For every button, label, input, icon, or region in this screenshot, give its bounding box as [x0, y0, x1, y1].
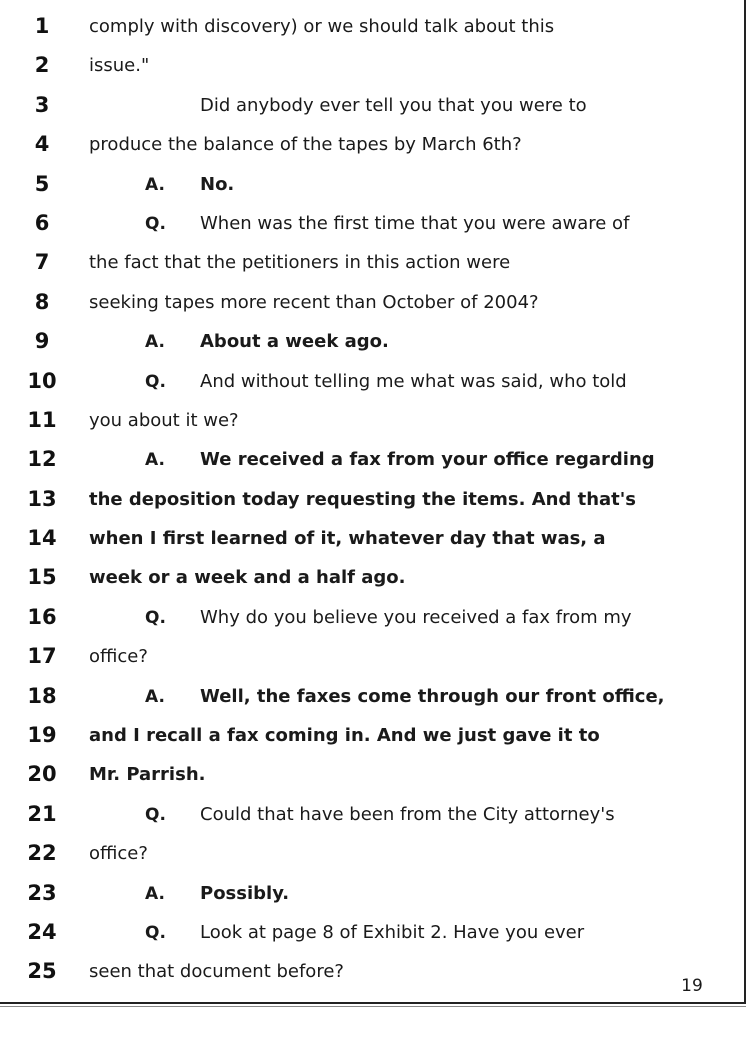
line-number: 23: [27, 880, 57, 905]
transcript-line: [0, 441, 744, 480]
speaker-label: A.: [145, 332, 165, 353]
line-number: 1: [34, 14, 50, 38]
page-border-right: [744, 0, 746, 1004]
line-number: 5: [34, 171, 50, 196]
line-text: Possibly.: [200, 882, 290, 904]
transcript-line: [0, 835, 744, 874]
transcript-line: [0, 87, 744, 126]
line-text: and I recall a fax coming in. And we just gave it to: [89, 725, 600, 747]
line-number: 19: [27, 723, 57, 748]
transcript-line: [0, 244, 744, 283]
line-number: 11: [27, 407, 57, 432]
page-border-bottom: [0, 1002, 746, 1004]
line-number: 25: [27, 959, 57, 984]
line-number: 20: [27, 762, 57, 787]
speaker-label: Q.: [145, 371, 166, 392]
transcript-line: [0, 756, 744, 795]
line-number: 21: [27, 801, 57, 826]
line-number: 24: [27, 919, 57, 944]
line-text: About a week ago.: [200, 331, 389, 353]
line-text: We received a fax from your office regarding: [200, 449, 655, 471]
line-text: the deposition today requesting the items. And that's: [89, 488, 636, 510]
line-text: Look at page 8 of Exhibit 2. Have you ever: [200, 921, 585, 943]
line-text: produce the balance of the tapes by March 6th?: [89, 134, 522, 156]
line-text: week or a week and a half ago.: [89, 567, 406, 589]
line-text: Did anybody ever tell you that you were to: [200, 94, 587, 116]
line-text: When was the first time that you were aware of: [200, 212, 630, 234]
line-text: No.: [200, 173, 235, 195]
line-number: 16: [27, 604, 57, 629]
transcript-line: [0, 520, 744, 559]
speaker-label: A.: [145, 686, 165, 707]
line-text: when I first learned of it, whatever day that was, a: [89, 528, 606, 550]
transcript-line: [0, 402, 744, 441]
line-text: the fact that the petitioners in this action were: [89, 252, 511, 274]
line-number: 22: [27, 841, 57, 866]
line-number: 14: [27, 526, 57, 551]
line-text: Mr. Parrish.: [89, 764, 206, 786]
transcript-lines: [0, 8, 744, 993]
line-number: 15: [27, 565, 57, 590]
line-text: seen that document before?: [89, 961, 344, 983]
speaker-label: Q.: [145, 804, 166, 825]
transcript-line: [0, 284, 744, 323]
transcript-line: [0, 8, 744, 47]
line-number: 3: [34, 92, 50, 117]
page-number: 19: [681, 976, 703, 996]
page-border-bottom-shadow: [0, 1006, 746, 1007]
transcript-line: [0, 166, 744, 205]
transcript-line: [0, 47, 744, 86]
speaker-label: A.: [145, 450, 165, 471]
line-text: issue.": [89, 55, 150, 77]
line-text: you about it we?: [89, 409, 239, 431]
line-number: 13: [27, 486, 57, 511]
transcript-line: [0, 559, 744, 598]
line-text: Why do you believe you received a fax from my: [200, 606, 632, 628]
line-text: office?: [89, 646, 148, 668]
transcript-line: [0, 481, 744, 520]
line-text: Well, the faxes come through our front office,: [200, 685, 665, 707]
line-text: comply with discovery) or we should talk about this: [89, 16, 555, 37]
transcript-line: [0, 363, 744, 402]
transcript-line: [0, 323, 744, 362]
line-text: seeking tapes more recent than October of 2004?: [89, 291, 539, 313]
speaker-label: A.: [145, 174, 165, 195]
transcript-line: [0, 914, 744, 953]
line-number: 2: [34, 53, 50, 78]
transcript-line: [0, 953, 744, 992]
transcript-line: [0, 205, 744, 244]
line-number: 17: [27, 644, 57, 669]
line-number: 6: [34, 210, 50, 235]
transcript-line: [0, 796, 744, 835]
line-number: 4: [34, 132, 50, 157]
speaker-label: A.: [145, 883, 165, 904]
transcript-line: [0, 599, 744, 638]
line-number: 18: [27, 683, 57, 708]
transcript-line: [0, 678, 744, 717]
line-number: 12: [27, 447, 57, 472]
speaker-label: Q.: [145, 922, 166, 943]
line-number: 9: [34, 329, 50, 354]
line-text: And without telling me what was said, who told: [200, 370, 627, 392]
transcript-line: [0, 126, 744, 165]
line-number: 8: [34, 289, 50, 314]
line-text: Could that have been from the City attorney's: [200, 803, 615, 825]
line-number: 7: [34, 250, 50, 275]
transcript-line: [0, 717, 744, 756]
line-number: 10: [27, 368, 57, 393]
line-text: office?: [89, 843, 148, 865]
speaker-label: Q.: [145, 213, 166, 234]
transcript-line: [0, 638, 744, 677]
speaker-label: Q.: [145, 607, 166, 628]
transcript-line: [0, 875, 744, 914]
